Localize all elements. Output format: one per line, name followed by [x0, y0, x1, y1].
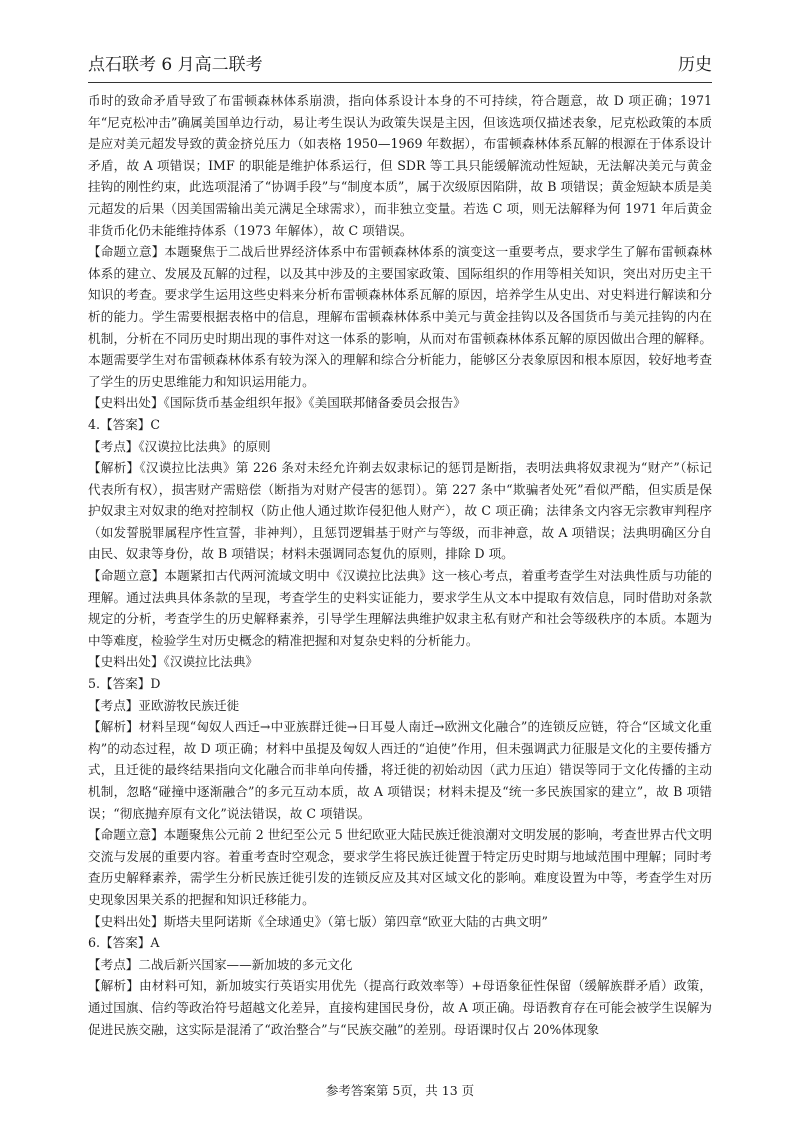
subject-label: 历史 — [678, 55, 712, 75]
paragraph: 5.【答案】D — [88, 676, 161, 692]
paragraph: 【命题立意】本题聚焦公元前 2 世纪至公元 5 世纪欧亚大陆民族迁徙浪潮对文明发展的影响，考查世界古代文明交流与发展的重要内容。着重考查时空观念，要求学生将民族迁徙置于特定历史时期与地域范围中理解；同时考查历史解释素养，需学生分析民族迁徙引发的连锁反应及其对区域文化的影响。难度设置为中等，考查学生对历史现象因果关系的把握和知识迁移能力。 — [88, 827, 712, 907]
exam-title: 点石联考 6 月高二联考 — [88, 55, 263, 75]
paragraph: 【命题立意】本题聚焦于二战后世界经济体系中布雷顿森林体系的演变这一重要考点，要求学生了解布雷顿森林体系的建立、发展及瓦解的过程，以及其中涉及的主要国家政策、国际组织的作用等相关知识，突出对历史主干知识的考查。要求学生运用这些史料来分析布雷顿森林体系瓦解的原因，培养学生从史出、对史料进行解读和分析的能力。学生需要根据表格中的信息，理解布雷顿森林体系中美元与黄金挂钩以及各国货币与美元挂钩的内在机制，分析在不同历史时期出现的事件对这一体系的影响，从而对布雷顿森林体系瓦解的原因做出合理的解释。本题需要学生对布雷顿森林体系有较为深入的理解和综合分析能力，能够区分表象原因和根本原因，较好地考查了学生的历史思维能力和知识运用能力。 — [88, 244, 712, 389]
paragraph: 4.【答案】C — [88, 416, 161, 432]
paragraph: 【考点】亚欧游牧民族迁徙 — [88, 697, 240, 713]
paragraph: 【解析】由材料可知，新加坡实行英语实用优先（提高行政效率等）+母语象征性保留（缓解族群矛盾）政策，通过国旗、信约等政治符号超越文化差异，直接构建国民身份，故 A 项正确。母语教育存在可能会被学生误解为促进民族交融，这实际是混淆了“政治整合”与“民族交融”的差别。母语课时仅占 20%体现象 — [88, 978, 712, 1037]
page-header — [88, 48, 712, 83]
paragraph: 6.【答案】A — [88, 935, 160, 951]
paragraph: 【考点】二战后新兴国家——新加坡的多元文化 — [88, 956, 353, 972]
paragraph: 【解析】材料呈现“匈奴人西迁→中亚族群迁徙→日耳曼人南迁→欧洲文化融合”的连锁反应链，符合“区域文化重构”的动态过程，故 D 项正确；材料中虽提及匈奴人西迁的“迫使”作用，但未强调武力征服是文化的主要传播方式，且迁徙的最终结果指向文化融合而非单向传播，将迁徙的初始动因（武力压迫）错误等同于文化传播的主动机制，忽略“碰撞中逐渐融合”的多元互动本质，故 A 项错误；材料未提及“统一多民族国家的建立”，故 B 项错误；“彻底抛弃原有文化”说法错误，故 C 项错误。 — [88, 719, 712, 821]
paragraph: 【史料出处】斯塔夫里阿诺斯《全球通史》（第七版）第四章“欧亚大陆的古典文明” — [88, 913, 548, 929]
answer-explanations — [88, 90, 712, 1040]
paragraph: 【史料出处】《汉谟拉比法典》 — [88, 654, 259, 670]
paragraph: 【史料出处】《国际货币基金组织年报》《美国联邦储备委员会报告》 — [88, 395, 466, 411]
page-footer: 参考答案第 5页，共 13 页 — [325, 1083, 475, 1098]
paragraph: 【考点】《汉谟拉比法典》的原则 — [88, 438, 271, 454]
paragraph: 【解析】《汉谟拉比法典》第 226 条对未经允许剃去奴隶标记的惩罚是断指，表明法典将奴隶视为“财产”（标记代表所有权），损害财产需赔偿（断指为对财产侵害的惩罚）。第 227 条中“欺骗者处死”看似严酷，但实质是保护奴隶主对奴隶的绝对控制权（防止他人通过欺诈侵犯他人财产），故 C 项正确；法律条文内容无宗教审判程序（如发誓脱罪属程序性宣誓，非神判），且惩罚逻辑基于财产与等级，而非神意，故 A 项错误；法典明确区分自由民、奴隶等身份，故 B 项错误；材料未强调同态复仇的原则，排除 D 项。 — [88, 460, 712, 562]
paragraph: 【命题立意】本题紧扣古代两河流域文明中《汉谟拉比法典》这一核心考点，着重考查学生对法典性质与功能的理解。通过法典具体条款的呈现，考查学生的史料实证能力，要求学生从文本中提取有效信息，同时借助对条款规定的分析，考查学生的历史解释素养，引导学生理解法典维护奴隶主私有财产和社会等级秩序的本质。本题为中等难度，检验学生对历史概念的精准把握和对复杂史料的分析能力。 — [88, 568, 712, 648]
paragraph: 币时的致命矛盾导致了布雷顿森林体系崩溃，指向体系设计本身的不可持续，符合题意，故 D 项正确；1971 年“尼克松冲击”确属美国单边行动，易让考生误认为政策失误是主因，但该选项仅描述表象，尼克松政策的本质是应对美元超发导致的黄金挤兑压力（如表格 1950—1969 年数据），布雷顿森林体系瓦解的根源在于体系设计矛盾，故 A 项错误；IMF 的职能是维护体系运行，但 SDR 等工具只能缓解流动性短缺，无法解决美元与黄金挂钩的刚性约束，此选项混淆了“协调手段”与“制度本质”，属于次级原因陷阱，故 B 项错误；黄金短缺本质是美元超发的后果（因美国需输出美元满足全球需求），而非独立变量。若选 C 项，则无法解释为何 1971 年后黄金非货币化仍未能维持体系（1973 年解体），故 C 项错误。 — [88, 93, 712, 238]
